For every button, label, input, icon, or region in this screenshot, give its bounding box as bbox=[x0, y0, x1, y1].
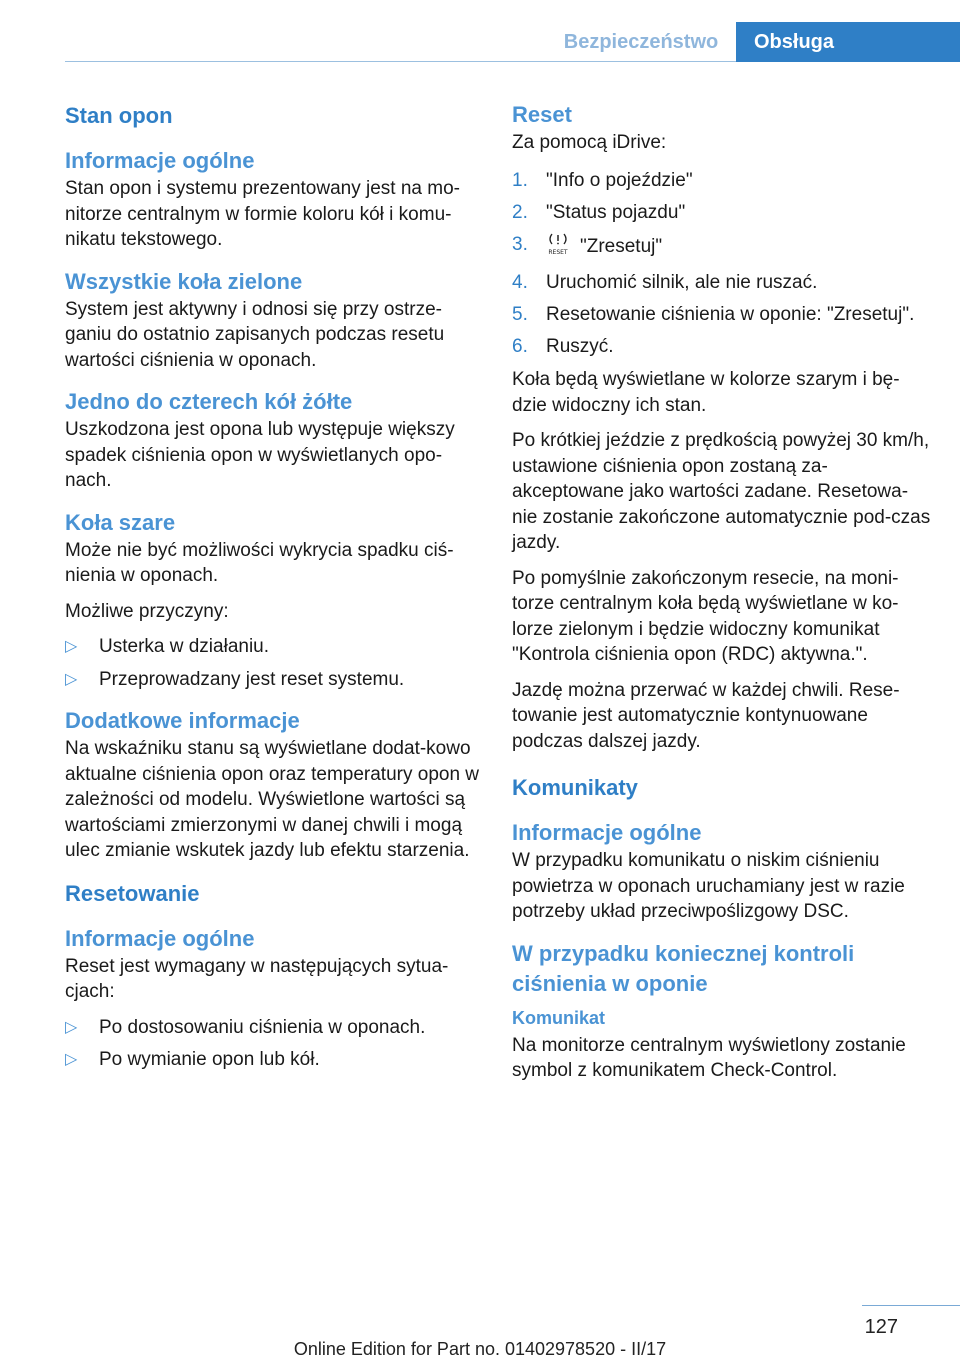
section-dodatkowe-informacje bbox=[65, 706, 483, 864]
section-wszystkie-kola-zielone bbox=[65, 267, 483, 374]
section-informacje-ogolne bbox=[65, 146, 483, 253]
paragraph: Na wskaźniku stanu są wyświetlane dodat-kowo aktualne ciśnienia opon oraz temperatury opon w zależności od modelu. Wyświetlone wartości są wartościami zmierzonymi w danej chwili i mogą ulec zmianie wskutek jazdy lub efektu starzenia. bbox=[65, 738, 480, 861]
list-item: ▷ Po dostosowaniu ciśnienia w oponach. bbox=[65, 1015, 483, 1041]
list-item: ▷ Po wymianie opon lub kół. bbox=[65, 1047, 483, 1073]
section-kola-szare bbox=[65, 508, 483, 693]
triangle-bullet-icon: ▷ bbox=[65, 638, 78, 655]
paragraph: Po pomyślnie zakończonym resecie, na moni-torze centralnym koła będą wyświetlane w ko-lorze zielonym i będzie widoczny komunikat "Kontrola ciśnienia opon (RDC) aktywna.". bbox=[512, 567, 899, 665]
subheading: Dodatkowe informacje bbox=[65, 708, 300, 733]
list-item: 5. Resetowanie ciśnienia w oponie: "Zresetuj". bbox=[512, 303, 915, 325]
minor-heading: Komunikat bbox=[512, 1007, 606, 1028]
causes-list bbox=[65, 634, 483, 692]
subheading: Wszystkie koła zielone bbox=[65, 268, 303, 294]
svg-text:RESET: RESET bbox=[548, 248, 568, 256]
list-item: 1. "Info o pojeździe" bbox=[512, 169, 693, 191]
paragraph: Uszkodzona jest opona lub występuje większy spadek ciśnienia opon w wyświetlanych opo-nach. bbox=[65, 419, 455, 491]
reset-conditions-list bbox=[65, 1015, 483, 1073]
list-item: 6. Ruszyć. bbox=[512, 335, 614, 357]
list-item: 3. RESET "Zresetuj" bbox=[512, 232, 932, 264]
triangle-bullet-icon: ▷ bbox=[65, 1018, 78, 1036]
list-item: 4. Uruchomić silnik, ale nie ruszać. bbox=[512, 271, 818, 293]
paragraph: Stan opon i systemu prezentowany jest na mo-nitorze centralnym w formie koloru kół i komu-nikatu tekstowego. bbox=[65, 178, 460, 250]
subheading-reset: Reset bbox=[512, 102, 572, 127]
paragraph: Możliwe przyczyny: bbox=[65, 600, 229, 622]
section-reset-informacje bbox=[65, 924, 483, 1073]
left-column bbox=[65, 100, 483, 1087]
list-item: 2. "Status pojazdu" bbox=[512, 201, 686, 223]
list-item: ▷ Usterka w działaniu. bbox=[65, 634, 483, 660]
subheading: Jedno do czterech kół żółte bbox=[65, 389, 353, 414]
paragraph: Jazdę można przerwać w każdej chwili. Rese-towanie jest automatycznie kontynuowane podczas dalszej jazdy. bbox=[512, 679, 900, 752]
subheading: Informacje ogólne bbox=[512, 820, 702, 845]
page-number: 127 bbox=[864, 1316, 898, 1338]
triangle-bullet-icon: ▷ bbox=[65, 1051, 78, 1068]
tab-obsluga[interactable]: Obsługa bbox=[736, 22, 960, 62]
paragraph: Na monitorze centralnym wyświetlony zostanie symbol z komunikatem Check-Control. bbox=[512, 1034, 906, 1081]
subheading: Informacje ogólne bbox=[65, 925, 255, 951]
paragraph: Za pomocą iDrive: bbox=[512, 132, 667, 153]
section-heading-komunikaty: Komunikaty bbox=[512, 775, 638, 800]
triangle-bullet-icon: ▷ bbox=[65, 670, 78, 688]
section-heading-resetowanie: Resetowanie bbox=[65, 880, 200, 906]
footer-rule bbox=[862, 1305, 960, 1306]
paragraph: System jest aktywny i odnosi się przy ostrze-ganiu do ostatnio zapisanych podczas resetu wartości ciśnienia w oponach. bbox=[65, 298, 445, 371]
subheading: Koła szare bbox=[65, 509, 176, 535]
edition-footer: Online Edition for Part no. 01402978520 - II/17 bbox=[293, 1339, 667, 1359]
paragraph: Po krótkiej jeździe z prędkością powyżej 30 km/h, ustawione ciśnienia opon zostaną za-akceptowane jako wartości zadane. Resetowa-nie zostanie zakończone automatycznie pod-czas jazdy. bbox=[512, 430, 931, 553]
section-heading-stan-opon: Stan opon bbox=[65, 103, 173, 128]
paragraph: W przypadku komunikatu o niskim ciśnieniu powietrza w oponach uruchamiany jest w razie potrzeby układ przeciwpoślizgowy DSC. bbox=[512, 850, 905, 922]
paragraph: Koła będą wyświetlane w kolorze szarym i bę-dzie widoczny ich stan. bbox=[512, 369, 900, 416]
list-item: ▷ Przeprowadzany jest reset systemu. bbox=[65, 667, 483, 693]
reset-steps-list bbox=[512, 168, 932, 360]
paragraph: Może nie być możliwości wykrycia spadku ciś-nienia w oponach. bbox=[65, 539, 454, 586]
section-komunikaty-informacje bbox=[512, 818, 932, 925]
section-kola-zolte bbox=[65, 387, 483, 494]
tire-reset-icon bbox=[546, 232, 570, 264]
subheading: Informacje ogólne bbox=[65, 148, 255, 173]
paragraph: Reset jest wymagany w następujących sytua-cjach: bbox=[65, 955, 449, 1002]
tab-bezpieczenstwo[interactable]: Bezpieczeństwo bbox=[563, 31, 719, 53]
subheading: W przypadku koniecznej kontroli ciśnienia w oponie bbox=[512, 940, 855, 996]
section-kontrola-cisnienia bbox=[512, 939, 932, 1084]
right-column bbox=[512, 100, 932, 1098]
